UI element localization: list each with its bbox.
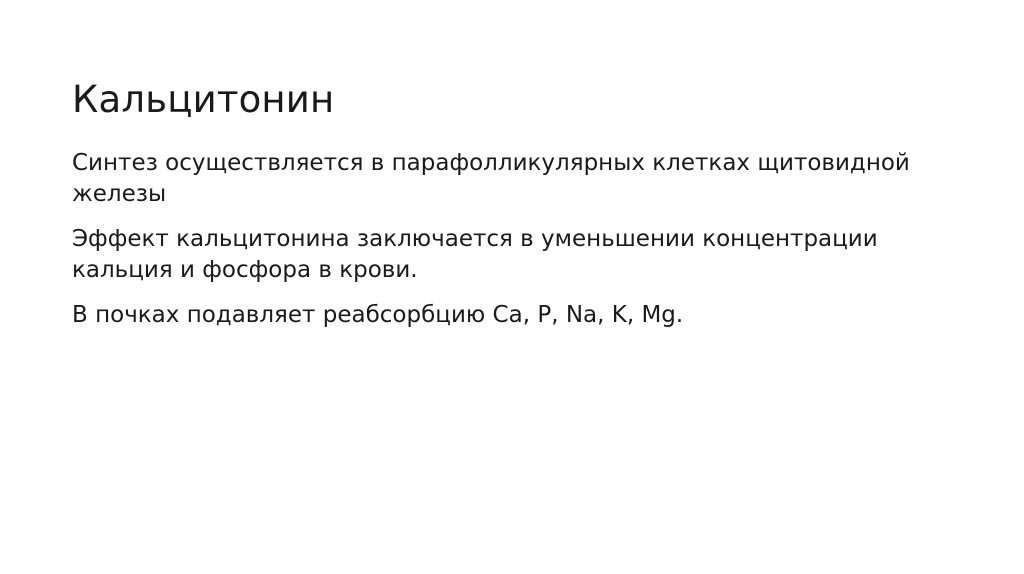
slide-body (72, 148, 952, 331)
body-paragraph-2: Эффект кальцитонина заключается в уменьшении концентрации кальция и фосфора в крови. (72, 226, 878, 284)
body-paragraph-3: В почках подавляет реабсорбцию Ca, P, Na, K, Mg. (72, 302, 684, 329)
page-title: Кальцитонин (72, 77, 335, 121)
body-paragraph-1: Синтез осуществляется в парафолликулярных клетках щитовидной железы (72, 150, 910, 208)
